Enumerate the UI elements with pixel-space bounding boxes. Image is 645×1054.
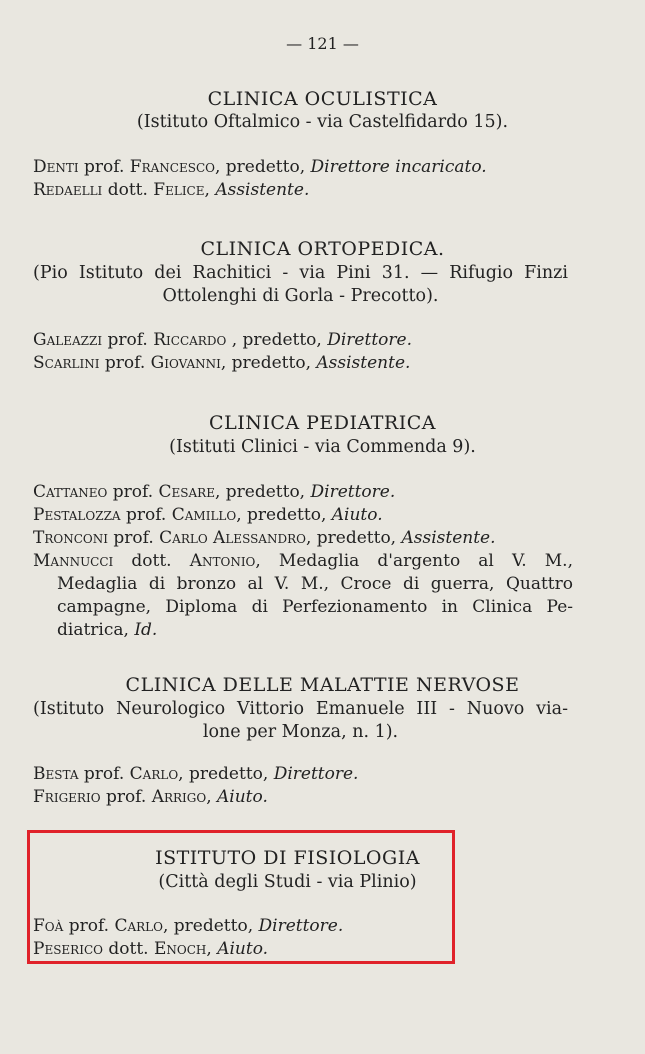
section-title-pediatrica: CLINICA PEDIATRICA (209, 412, 436, 434)
entry: Pestalozza prof. Camillo, predetto, Aiuto. (33, 505, 383, 525)
entries-malattie-nervose (33, 763, 573, 809)
entry: Peserico dott. Enoch, Aiuto. (33, 939, 269, 959)
entry: Denti prof. Francesco, predetto, Direttore incaricato. (33, 157, 487, 177)
entry: Cattaneo prof. Cesare, predetto, Direttore. (33, 482, 396, 502)
section-subtitle-fisiologia: (Città degli Studi - via Plinio) (158, 872, 417, 892)
entry: Galeazzi prof. Riccardo , predetto, Direttore. (33, 330, 412, 350)
entries-oculistica (33, 156, 573, 202)
section-title-fisiologia: ISTITUTO DI FISIOLOGIA (155, 847, 420, 869)
entry: Besta prof. Carlo, predetto, Direttore. (33, 764, 359, 784)
section-title-ortopedica: CLINICA ORTOPEDICA. (200, 238, 445, 260)
section-subtitle-oculistica: (Istituto Oftalmico - via Castelfidardo 15). (136, 112, 509, 132)
entries-ortopedica (33, 329, 573, 375)
entries-pediatrica (33, 481, 573, 642)
entry-long: Mannucci dott. Antonio, Medaglia d'argento al V. M., Medaglia di bronzo al V. M., Croce di guerra, Quattro campagne, Diploma di Perfezionamento in Clinica Pe- diatrica, Id. (33, 551, 573, 640)
entry: Redaelli dott. Felice, Assistente. (33, 180, 310, 200)
section-subtitle-malattie-nervose: (Istituto Neurologico Vittorio Emanuele III - Nuovo via- lone per Monza, n. 1). (33, 699, 568, 742)
section-subtitle-pediatrica: (Istituti Clinici - via Commenda 9). (169, 437, 476, 457)
entry: Foà prof. Carlo, predetto, Direttore. (33, 916, 344, 936)
entry: Frigerio prof. Arrigo, Aiuto. (33, 787, 268, 807)
section-title-oculistica: CLINICA OCULISTICA (207, 88, 438, 110)
entry: Tronconi prof. Carlo Alessandro, predetto, Assistente. (33, 528, 496, 548)
entries-fisiologia (33, 915, 573, 961)
section-subtitle-ortopedica: (Pio Istituto dei Rachitici - via Pini 31. — Rifugio Finzi Ottolenghi di Gorla - Precotto). (33, 263, 568, 306)
section-title-malattie-nervose: CLINICA DELLE MALATTIE NERVOSE (125, 674, 520, 696)
entry: Scarlini prof. Giovanni, predetto, Assistente. (33, 353, 411, 373)
page-number: — 121 — (286, 34, 359, 53)
